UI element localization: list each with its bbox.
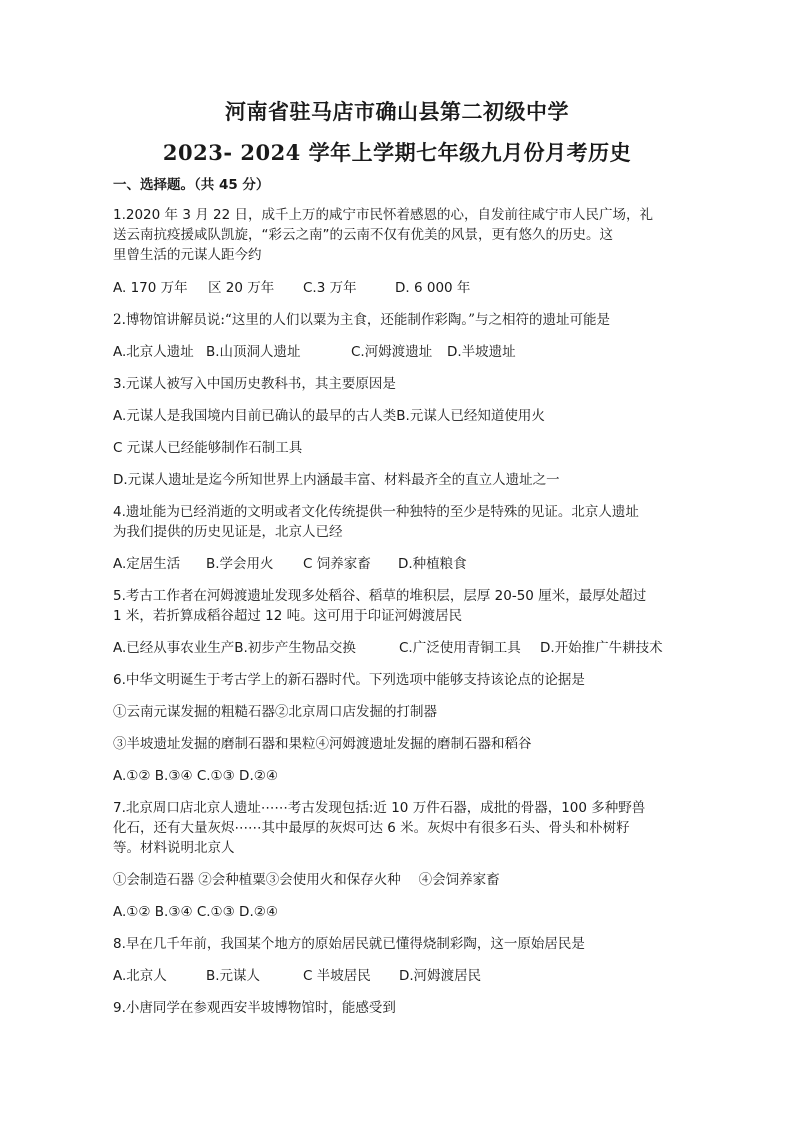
question-3-option-d: D.元谋人遗址是迄今所知世界上内涵最丰富、材料最齐全的直立人遗址之一 <box>113 472 560 488</box>
option-c: C.河姆渡遗址 <box>351 344 433 360</box>
question-4-line-2: 为我们提供的历史见证是，北京人已经 <box>113 524 343 540</box>
question-5-line-2: 1 米，若折算成稻谷超过 12 吨。这可用于印证河姆渡居民 <box>113 608 463 624</box>
option-b: B.山顶洞人遗址 <box>206 344 301 360</box>
option-c: C 半坡居民 <box>303 968 371 984</box>
option-a: A.定居生活 <box>113 556 181 572</box>
option-d: D.半坡遗址 <box>447 344 516 360</box>
question-6-line-2: ①云南元谋发掘的粗糙石器②北京周口店发掘的打制器 <box>113 704 437 720</box>
question-1-line-3: 里曾生活的元谋人距今约 <box>113 247 262 263</box>
option-c: C.3 万年 <box>303 280 357 296</box>
option-d: D.开始推广牛耕技术 <box>540 640 663 656</box>
question-4-options <box>113 555 693 574</box>
section-heading: 一、选择题。（共 45 分） <box>113 177 270 193</box>
exam-title: 2023- 2024 学年上学期七年级九月份月考历史 <box>162 140 632 165</box>
question-3-option-ab: A.元谋人是我国境内目前已确认的最早的古人类B.元谋人已经知道使用火 <box>113 408 545 424</box>
option-d: D.种植粮食 <box>398 556 467 572</box>
question-4-line-1: 4.遗址能为已经消逝的文明或者文化传统提供一种独特的至少是特殊的见证。北京人遗址 <box>113 504 639 520</box>
option-c: C 饲养家畜 <box>303 556 371 572</box>
option-d: D.河姆渡居民 <box>399 968 482 984</box>
option-a: A.北京人遗址 <box>113 344 194 360</box>
question-9-line-1: 9.小唐同学在参观西安半坡博物馆时，能感受到 <box>113 1000 396 1016</box>
question-7-line-3: 等。材料说明北京人 <box>113 840 235 856</box>
option-a: A.北京人 <box>113 968 167 984</box>
question-7-line-1: 7.北京周口店北京人遗址⋯⋯考古发现包括:近 10 万件石器，成批的骨器，100 多种野兽 <box>113 800 646 816</box>
option-c: C.广泛使用青铜工具 <box>399 640 521 656</box>
school-title: 河南省驻马店市确山县第二初级中学 <box>225 99 569 124</box>
question-2-options <box>113 343 693 362</box>
question-1-line-2: 送云南抗疫援咸队凯旋，“彩云之南”的云南不仅有优美的风景，更有悠久的历史。这 <box>113 227 613 243</box>
option-a: A. 170 万年 <box>113 280 188 296</box>
question-7-line-4: ①会制造石器 ②会种植粟③会使用火和保存火种 ④会饲养家畜 <box>113 872 500 888</box>
option-b: B.学会用火 <box>206 556 274 572</box>
question-6-line-1: 6.中华文明诞生于考古学上的新石器时代。下列选项中能够支持该论点的论据是 <box>113 672 585 688</box>
option-ab: A.已经从事农业生产B.初步产生物品交换 <box>113 640 356 656</box>
question-3-option-c: C 元谋人已经能够制作石制工具 <box>113 440 303 456</box>
question-5-options <box>113 639 693 658</box>
question-6-line-3: ③半坡遗址发掘的磨制石器和果粒④河姆渡遗址发掘的磨制石器和稻谷 <box>113 736 532 752</box>
option-b: B.元谋人 <box>206 968 261 984</box>
question-8-line-1: 8.早在几千年前，我国某个地方的原始居民就已懂得烧制彩陶，这一原始居民是 <box>113 936 585 952</box>
question-8-options <box>113 967 693 986</box>
question-6-options: A.①② B.③④ C.①③ D.②④ <box>113 768 278 784</box>
question-5-line-1: 5.考古工作者在河姆渡遗址发现多处稻谷、稻草的堆积层，层厚 20-50 厘米，最厚处超过 <box>113 588 647 604</box>
question-1-line-1: 1.2020 年 3 月 22 日，成千上万的咸宁市民怀着感恩的心，自发前往咸宁市人民广场，礼 <box>113 207 653 223</box>
question-7-options: A.①② B.③④ C.①③ D.②④ <box>113 904 278 920</box>
question-7-line-2: 化石，还有大量灰烬⋯⋯其中最厚的灰烬可达 6 米。灰烬中有很多石头、骨头和朴树籽 <box>113 820 630 836</box>
question-2-line-1: 2.博物馆讲解员说:“这里的人们以粟为主食，还能制作彩陶。”与之相符的遗址可能是 <box>113 312 610 328</box>
question-1-options <box>113 279 693 298</box>
question-3-line-1: 3.元谋人被写入中国历史教科书，其主要原因是 <box>113 376 396 392</box>
option-b: 区 20 万年 <box>208 280 275 296</box>
option-d: D. 6 000 年 <box>395 280 471 296</box>
